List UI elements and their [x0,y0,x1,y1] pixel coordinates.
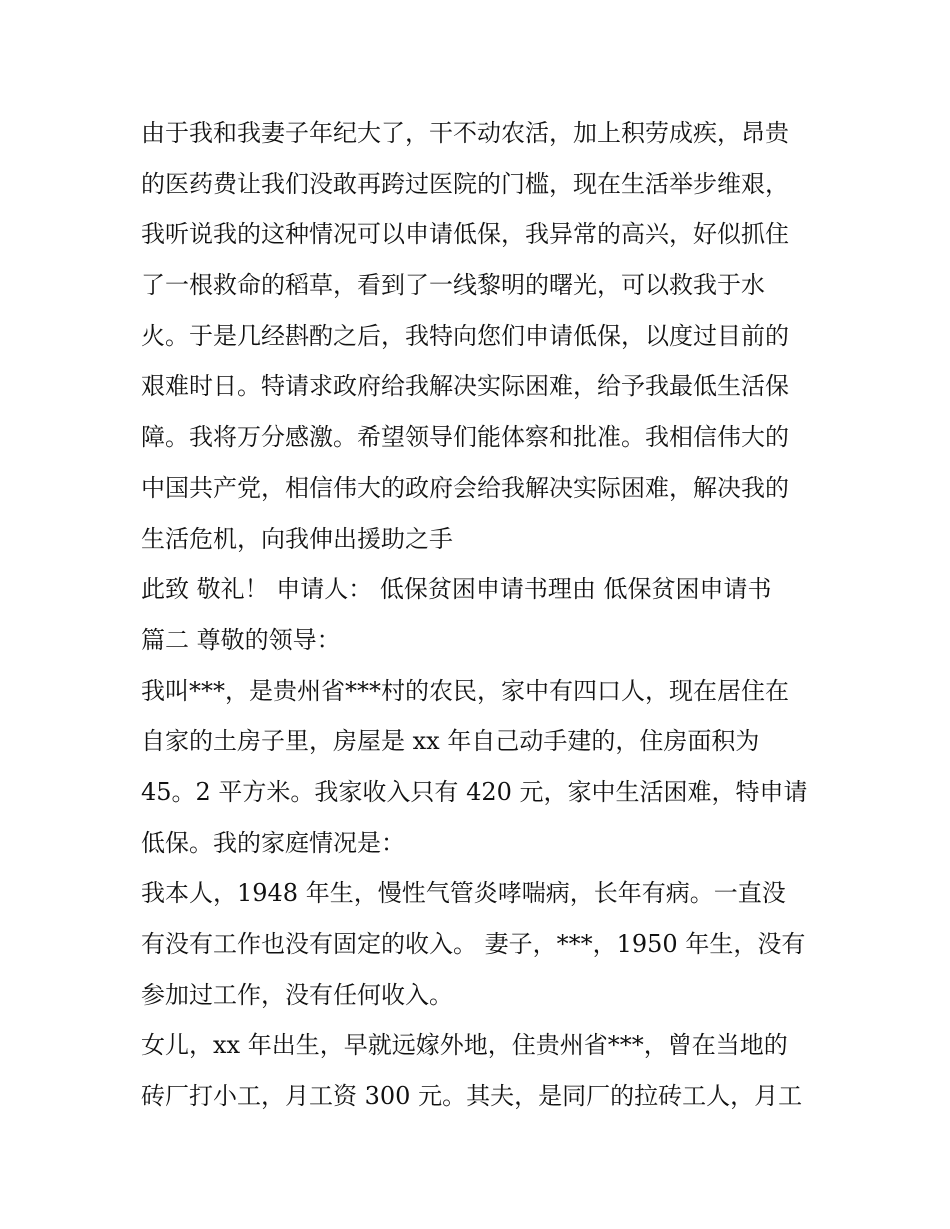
text-line: 我叫***，是贵州省***村的农民，家中有四口人，现在居住在 [141,676,789,705]
text-line: 火。于是几经斟酌之后，我特向您们申请低保，以度过目前的 [141,321,789,350]
text-line: 障。我将万分感激。希望领导们能体察和批准。我相信伟大的 [141,423,789,452]
text-line: 此致 敬礼！ 申请人： 低保贫困申请书理由 低保贫困申请书 [141,575,772,604]
text-line: 自家的土房子里，房屋是 xx 年自己动手建的，住房面积为 [141,727,760,756]
text-line: 45。2 平方米。我家收入只有 420 元，家中生活困难，特申请 [141,777,808,806]
text-line: 了一根救命的稻草，看到了一线黎明的曙光，可以救我于水 [141,271,765,300]
text-line: 我本人，1948 年生，慢性气管炎哮喘病，长年有病。一直没 [141,879,786,908]
text-line: 我听说我的这种情况可以申请低保，我异常的高兴，好似抓住 [141,220,789,249]
text-line: 生活危机，向我伸出援助之手 [141,524,453,553]
document-body [141,108,821,1122]
text-line: 砖厂打小工，月工资 300 元。其夫，是同厂的拉砖工人，月工 [141,1082,803,1111]
text-line: 女儿，xx 年出生，早就远嫁外地，住贵州省***，曾在当地的 [141,1031,788,1060]
text-line: 由于我和我妻子年纪大了，干不动农活，加上积劳成疾，昂贵 [141,119,789,147]
text-line: 参加过工作，没有任何收入。 [141,980,453,1009]
text-line: 中国共产党，相信伟大的政府会给我解决实际困难，解决我的 [141,473,789,502]
text-line: 低保。我的家庭情况是： [141,828,405,857]
text-line: 艰难时日。特请求政府给我解决实际困难，给予我最低生活保 [141,372,789,401]
text-line: 有没有工作也没有固定的收入。 妻子，***，1950 年生，没有 [141,930,806,958]
text-line: 篇二 尊敬的领导： [141,625,341,654]
text-line: 的医药费让我们没敢再跨过医院的门槛，现在生活举步维艰， [141,169,789,198]
